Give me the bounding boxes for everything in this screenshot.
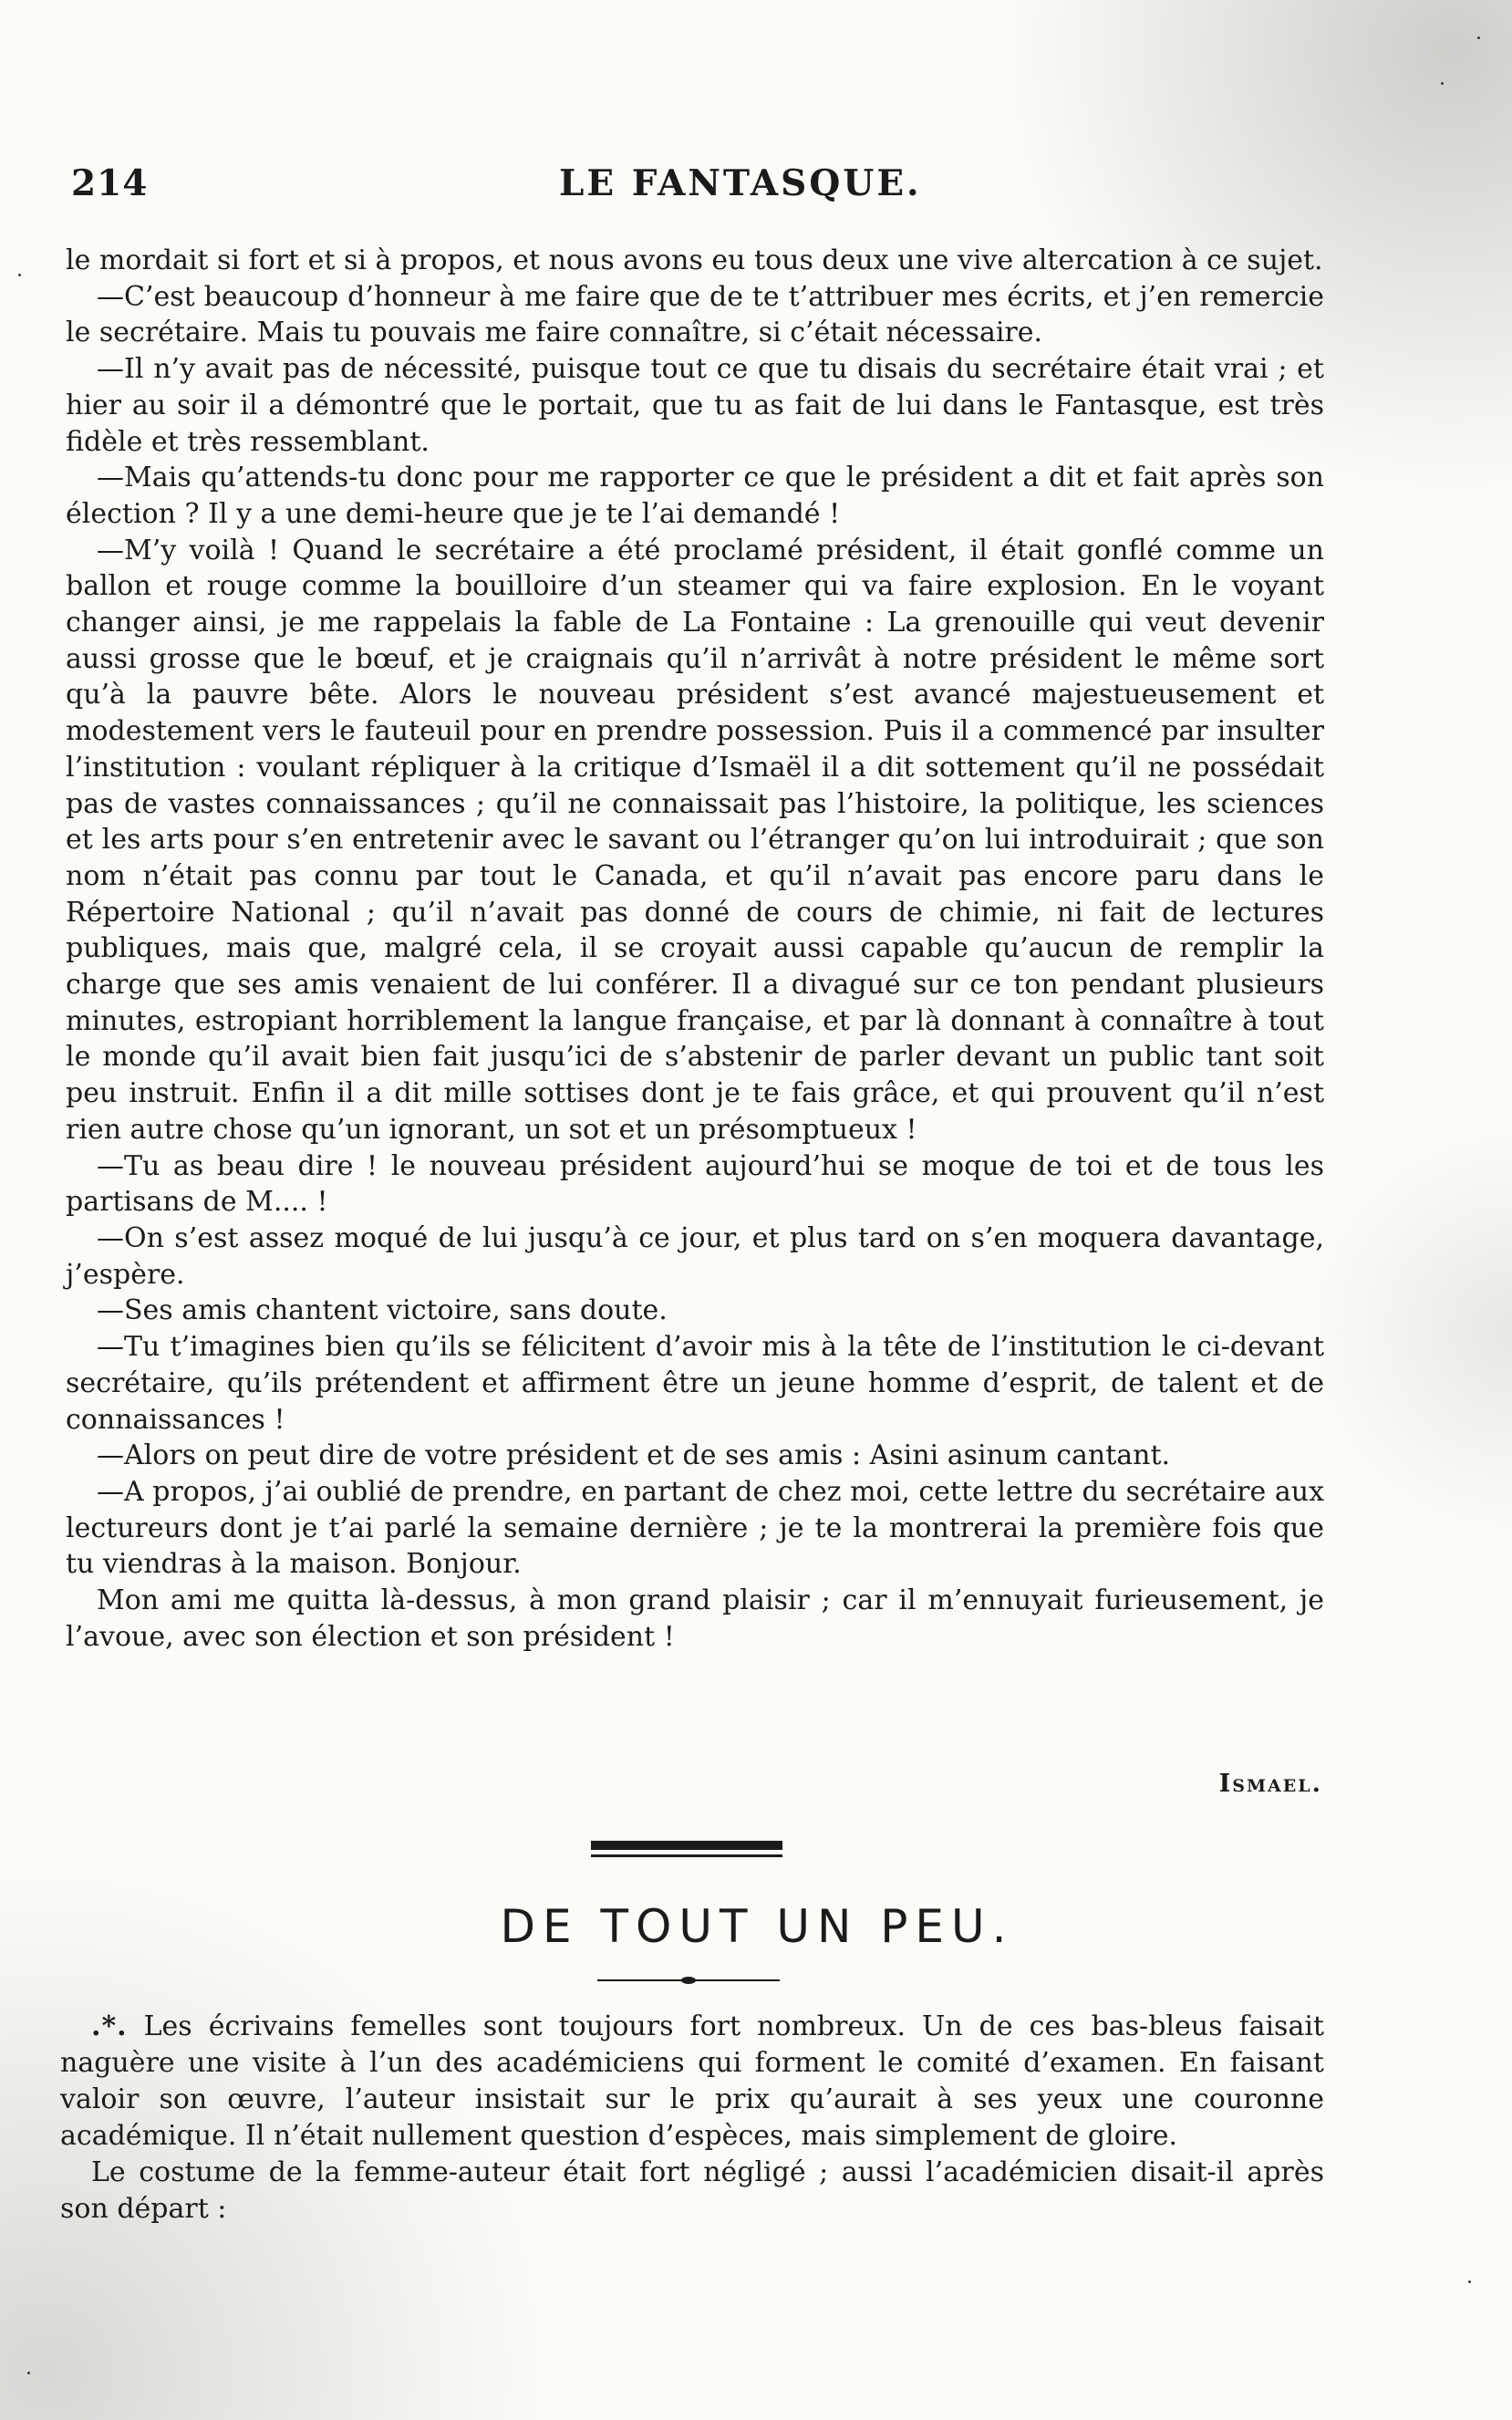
ornament-dot [681, 1977, 696, 1984]
section-divider-ornament [591, 1841, 782, 1863]
print-speck [18, 274, 21, 276]
title-rule-ornament [597, 1977, 780, 1984]
print-speck [1441, 82, 1444, 85]
page-header [71, 162, 1320, 213]
print-speck [1477, 36, 1480, 39]
article-paragraph: Mon ami me quitta là-dessus, à mon grand plaisir ; car il m’ennuyait furieusement, je l’avoue, avec son élection et son président ! [66, 1584, 1324, 1653]
asterism-marker: .*. [91, 2010, 128, 2042]
section-title: DE TOUT UN PEU. [500, 1900, 1014, 1953]
article-paragraph: —C’est beaucoup d’honneur à me faire que de te t’attribuer mes écrits, et j’en remercie le secrétaire. Mais tu pouvais me faire connaître, si c’était nécessaire. [66, 280, 1324, 349]
article-paragraph: —Il n’y avait pas de nécessité, puisque tout ce que tu disais du secrétaire était vrai ; et hier au soir il a démontré que le portait, que tu as fait de lui dans le Fantasque, est très fidèle et très ressemblant. [66, 353, 1324, 458]
section-body [60, 2009, 1324, 2228]
article-paragraph: —Tu as beau dire ! le nouveau président aujourd’hui se moque de toi et de tous les partisans de M.... ! [66, 1149, 1324, 1219]
article-body [66, 243, 1324, 1655]
article-paragraph: —Tu t’imagines bien qu’ils se félicitent d’avoir mis à la tête de l’institution le ci-devant secrétaire, qu’ils prétendent et affirment être un jeune homme d’esprit, de talent et de connaissances ! [66, 1331, 1324, 1436]
page-number: 214 [71, 162, 149, 204]
article-paragraph: —Ses amis chantent victoire, sans doute. [97, 1294, 668, 1327]
section-paragraph [60, 2009, 1324, 2155]
article-signature: Ismael. [1218, 1770, 1322, 1798]
article-paragraph: le mordait si fort et si à propos, et nous avons eu tous deux une vive altercation à ce sujet. [66, 244, 1323, 276]
running-title: LE FANTASQUE. [559, 162, 922, 204]
print-speck [27, 2372, 30, 2374]
article-paragraph: —M’y voilà ! Quand le secrétaire a été proclamé président, il était gonflé comme un ballon et rouge comme la bouilloire d’un steamer qui va faire explosion. En le voyant changer ainsi, je me rappelais la fable de La Fontaine : La grenouille qui veut devenir aussi grosse que le bœuf, et je craignais qu’il n’arrivât à notre président le même sort qu’à la pauvre bête. Alors le nouveau président s’est avancé majestueusement et modestement vers le fauteuil pour en prendre possession. Puis il a commencé par insulter l’institution : voulant répliquer à la critique d’Ismaël il a dit sottement qu’il ne possédait pas de vastes connaissances ; qu’il ne connaissait pas l’histoire, la politique, les sciences et les arts pour s’en entretenir avec le savant ou l’étranger qu’on lui introduirait ; que son nom n’était pas connu par tout le Canada, et qu’il n’avait pas encore paru dans le Répertoire National ; qu’il n’avait pas donné de cours de chimie, ni fait de lectures publiques, mais que, malgré cela, il se croyait aussi capable qu’aucun de remplir la charge que ses amis venaient de lui conférer. Il a divagué sur ce ton pendant plusieurs minutes, estropiant horriblement la langue française, et par là donnant à connaître à tout le monde qu’il avait bien fait jusqu’ici de s’abstenir de parler devant un public tant soit peu instruit. Enfin il a dit mille sottises dont je te fais grâce, et qui prouvent qu’il n’est rien autre chose qu’un ignorant, un sot et un présomptueux ! [66, 534, 1324, 1146]
divider-thick-rule [591, 1841, 782, 1850]
section-paragraph: Le costume de la femme-auteur était fort négligé ; aussi l’académicien disait-il après son départ : [60, 2156, 1324, 2225]
section-paragraph-text: Les écrivains femelles sont toujours fort nombreux. Un de ces bas-bleus faisait naguère une visite à l’un des académiciens qui forment le comité d’examen. En faisant valoir son œuvre, l’auteur insistait sur le prix qu’aurait à ses yeux une couronne académique. Il n’était nullement question d’espèces, mais simplement de gloire. [60, 2010, 1324, 2152]
print-speck [1468, 2280, 1471, 2283]
article-paragraph: —A propos, j’ai oublié de prendre, en partant de chez moi, cette lettre du secrétaire aux lectureurs dont je t’ai parlé la semaine dernière ; je te la montrerai la première fois que tu viendras à la maison. Bonjour. [66, 1475, 1324, 1581]
article-paragraph: —On s’est assez moqué de lui jusqu’à ce jour, et plus tard on s’en moquera davantage, j’espère. [66, 1221, 1324, 1291]
divider-thin-rule [591, 1854, 782, 1857]
article-paragraph: —Mais qu’attends-tu donc pour me rapporter ce que le président a dit et fait après son élection ? Il y a une demi-heure que je te l’ai demandé ! [66, 462, 1324, 530]
article-paragraph: —Alors on peut dire de votre président et de ses amis : Asini asinum cantant. [97, 1439, 1171, 1472]
